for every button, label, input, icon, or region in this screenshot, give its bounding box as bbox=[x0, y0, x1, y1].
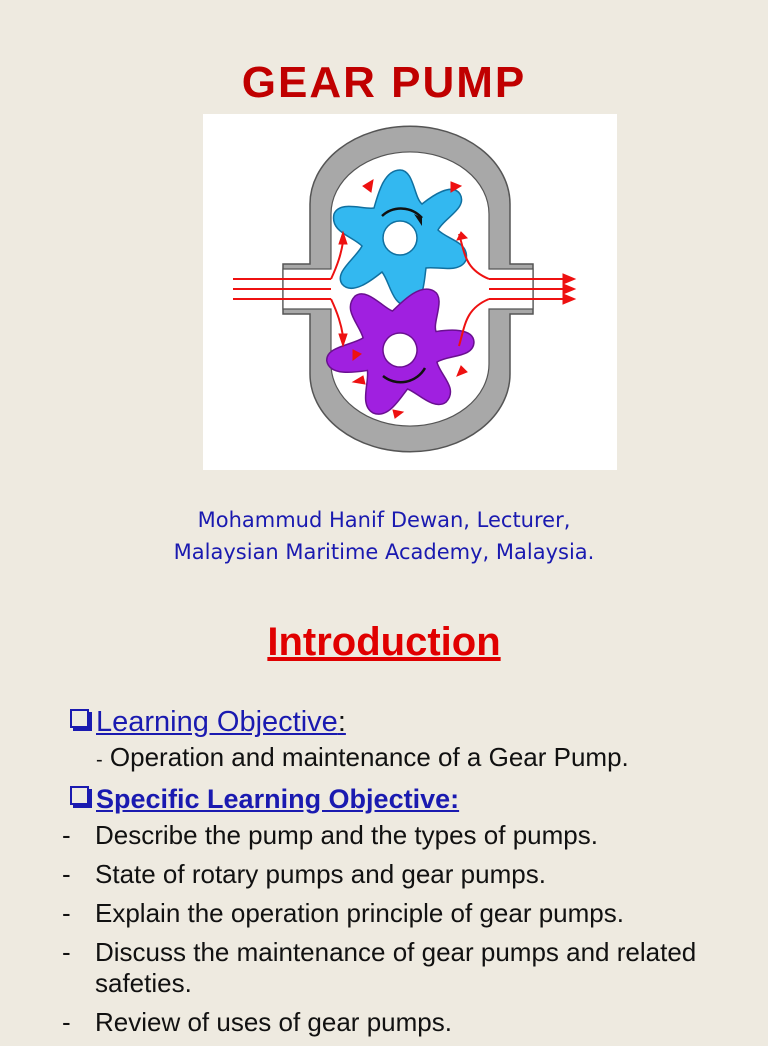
list-dash: - bbox=[62, 1007, 71, 1037]
author-credit bbox=[0, 504, 768, 568]
list-dash: - bbox=[62, 820, 71, 850]
author-line-2: Malaysian Maritime Academy, Malaysia. bbox=[173, 540, 595, 564]
detail-text: Operation and maintenance of a Gear Pump. bbox=[102, 742, 629, 772]
list-dash: - bbox=[62, 937, 71, 967]
list-item bbox=[62, 937, 742, 999]
list-item-text: Discuss the maintenance of gear pumps and related safeties. bbox=[95, 937, 697, 998]
slide-title: GEAR PUMP bbox=[241, 58, 527, 107]
checkbox-bullet-icon bbox=[70, 709, 89, 728]
detail-dash: - bbox=[96, 749, 103, 771]
learning-objective-detail bbox=[96, 742, 629, 773]
list-item-text: State of rotary pumps and gear pumps. bbox=[95, 859, 546, 889]
learning-objective-heading bbox=[70, 706, 346, 739]
gear-pump-diagram bbox=[203, 114, 617, 470]
author-line-1: Mohammud Hanif Dewan, Lecturer, bbox=[197, 508, 571, 532]
learning-objective-label: Learning Objective bbox=[96, 706, 338, 738]
list-item bbox=[62, 1007, 742, 1038]
specific-objective-list bbox=[62, 820, 742, 1046]
list-item-text: Explain the operation principle of gear pumps. bbox=[95, 898, 624, 928]
list-dash: - bbox=[62, 859, 71, 889]
specific-objective-label: Specific Learning Objective: bbox=[96, 784, 460, 814]
section-title: Introduction bbox=[267, 620, 501, 664]
list-item bbox=[62, 820, 742, 851]
list-item-text: Describe the pump and the types of pumps. bbox=[95, 820, 598, 850]
list-dash: - bbox=[62, 898, 71, 928]
learning-objective-colon: : bbox=[337, 706, 346, 738]
gear-pump-illustration bbox=[203, 114, 617, 470]
specific-objective-heading bbox=[70, 784, 459, 815]
checkbox-bullet-icon bbox=[70, 786, 89, 805]
list-item bbox=[62, 859, 742, 890]
list-item-text: Review of uses of gear pumps. bbox=[95, 1007, 452, 1037]
list-item bbox=[62, 898, 742, 929]
